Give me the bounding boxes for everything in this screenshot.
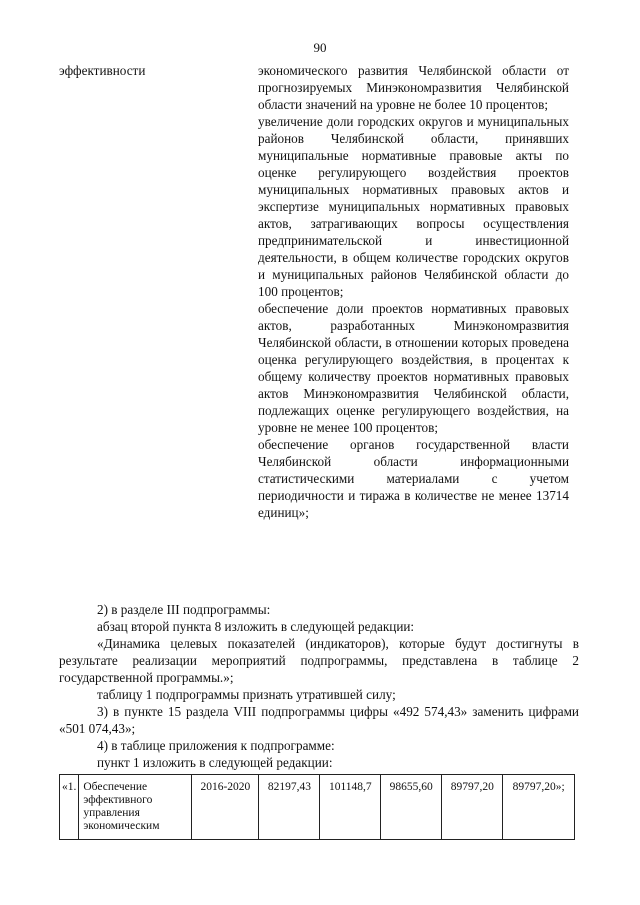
quote-paragraph: «Динамика целевых показателей (индикаторов), которые будут достигнуты в результате реализации мероприятий подпрограммы, представлена в таблице 2 государственной программы.»; (59, 636, 579, 685)
row-number: «1. (60, 775, 79, 840)
row-value-4: 89797,20 (442, 775, 503, 840)
row-value-5: 89797,20»; (503, 775, 575, 840)
item-3: 3) в пункте 15 раздела VIII подпрограммы цифры «492 574,43» заменить цифрами «501 074,43»; (59, 704, 579, 736)
item-4: 4) в таблице приложения к подпрограмме: (97, 738, 335, 753)
item-4-sub: пункт 1 изложить в следующей редакции: (97, 755, 333, 770)
row-period: 2016-2020 (192, 775, 259, 840)
item-2-sub: абзац второй пункта 8 изложить в следующей редакции: (97, 619, 415, 634)
page-number: 90 (313, 40, 327, 55)
right-paragraph-2: увеличение доли городских округов и муниципальных районов Челябинской области, принявших муниципальные нормативные правовые акты по оценке регулирующего воздействия проектов муниципальных нормативных правовых актов и экспертизе муниципальных нормативных правовых актов, затрагивающих вопросы осуществления предпринимательской и инвестиционной деятельности, в общем количестве городских округов и муниципальных районов Челябинской области до 100 процентов; (258, 114, 569, 299)
right-paragraph-3: обеспечение доли проектов нормативных правовых актов, разработанных Минэкономразвития Челябинской области, в отношении которых проведена оценка регулирующего воздействия, в процентах к общему количеству проектов нормативных правовых актов Минэкономразвития Челябинской области, подлежащих оценке регулирующего воздействия, на уровне не менее 100 процентов; (258, 301, 569, 435)
left-column-text: эффективности (59, 63, 146, 78)
row-value-1: 82197,43 (259, 775, 320, 840)
table1-paragraph: таблицу 1 подпрограммы признать утратившей силу; (97, 687, 396, 702)
right-paragraph-1: экономического развития Челябинской области от прогнозируемых Минэкономразвития Челябинской области значений на уровне не более 10 процентов; (258, 63, 569, 112)
table-row (60, 775, 575, 840)
row-value-2: 101148,7 (320, 775, 381, 840)
row-name: Обеспечение эффективного управления экономическим (79, 775, 192, 840)
right-paragraph-4: обеспечение органов государственной власти Челябинской области информационными статистическими материалами с учетом периодичности и тиража в количестве не менее 13714 единиц»; (258, 437, 569, 520)
appendix-table (59, 774, 575, 840)
row-value-3: 98655,60 (381, 775, 442, 840)
right-column (258, 62, 569, 521)
body-text (59, 601, 579, 771)
item-2: 2) в разделе III подпрограммы: (97, 602, 271, 617)
